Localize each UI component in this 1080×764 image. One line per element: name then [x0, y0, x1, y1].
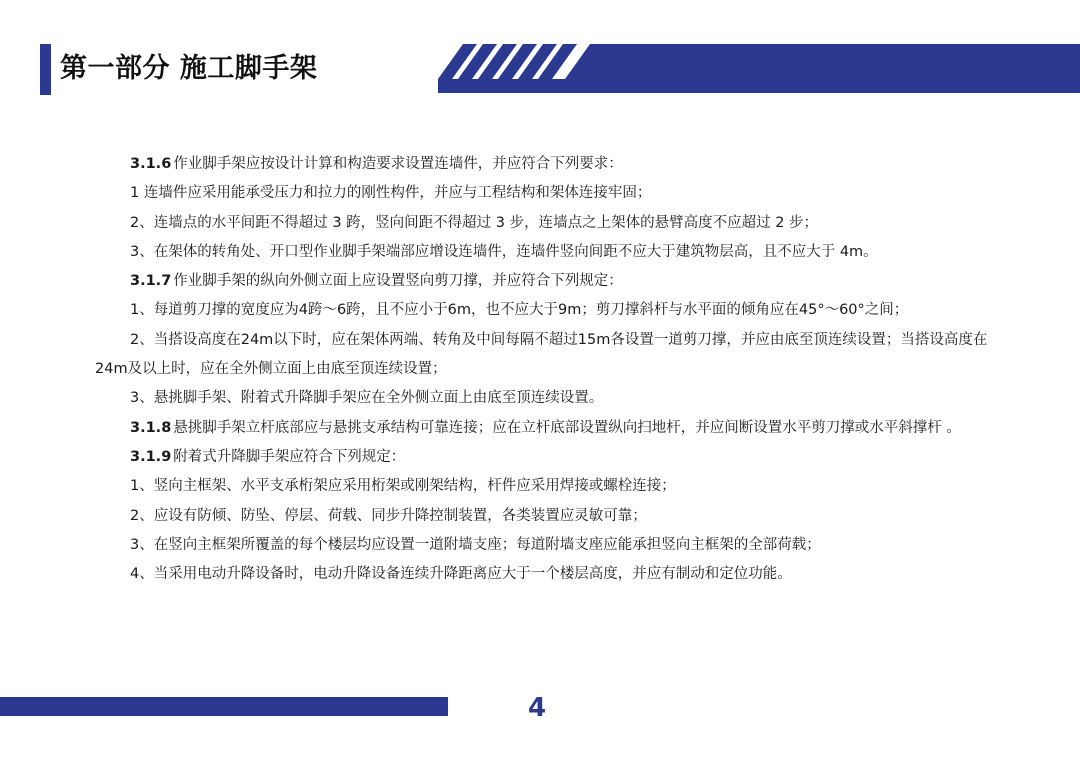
clause-3-1-6 — [95, 150, 1000, 179]
list-item-text: 3、悬挑脚手架、附着式升降脚手架应在全外侧立面上由底至顶连续设置。 — [130, 390, 604, 407]
list-item-text: 3、在竖向主框架所覆盖的每个楼层均应设置一道附墙支座；每道附墙支座应能承担竖向主框架的全部荷载； — [130, 536, 821, 553]
clause-3-1-8 — [95, 414, 1000, 443]
clause-3-1-7 — [95, 267, 1000, 296]
list-item-text: 4、当采用电动升降设备时，电动升降设备连续升降距离应大于一个楼层高度，并应有制动和定位功能。 — [130, 566, 792, 583]
header-stripe-decoration — [0, 0, 1080, 100]
clause-number: 3.1.8 — [130, 419, 172, 436]
list-item — [95, 502, 1000, 531]
footer-accent-bar — [0, 697, 448, 716]
header-underline — [438, 79, 1080, 93]
list-item — [95, 179, 1000, 208]
list-item-text: 1 连墙件应采用能承受压力和拉力的刚性构件，并应与工程结构和架体连接牢固； — [130, 185, 652, 202]
list-item — [95, 531, 1000, 560]
body-text — [95, 150, 1000, 589]
page-number: 4 — [528, 693, 547, 723]
list-item-text: 3、在架体的转角处、开口型作业脚手架端部应增设连墙件，连墙件竖向间距不应大于建筑物层高，且不应大于 4m。 — [130, 243, 878, 260]
list-item — [95, 238, 1000, 267]
clause-text: 作业脚手架的纵向外侧立面上应设置竖向剪刀撑，并应符合下列规定： — [173, 273, 623, 290]
list-item — [95, 209, 1000, 238]
clause-text: 悬挑脚手架立杆底部应与悬挑支承结构可靠连接；应在立杆底部设置纵向扫地杆，并应间断设置水平剪刀撑或水平斜撑杆 。 — [173, 419, 961, 436]
list-item-text: 1、竖向主框架、水平支承桁架应采用桁架或刚架结构，杆件应采用焊接或螺栓连接； — [130, 478, 676, 495]
list-item — [95, 560, 1000, 589]
list-item — [95, 384, 1000, 413]
clause-number: 3.1.6 — [130, 156, 172, 172]
list-item-text: 1、每道剪刀撑的宽度应为4跨～6跨，且不应小于6m，也不应大于9m；剪刀撑斜杆与水平面的倾角应在45°～60°之间； — [130, 302, 909, 319]
list-item-text: 2、应设有防倾、防坠、停层、荷载、同步升降控制装置，各类装置应灵敏可靠； — [130, 507, 647, 524]
clause-text: 附着式升降脚手架应符合下列规定： — [173, 448, 406, 465]
clause-text: 作业脚手架应按设计计算和构造要求设置连墙件，并应符合下列要求： — [173, 156, 623, 172]
list-item-text: 2、当搭设高度在24m以下时，应在架体两端、转角及中间每隔不超过15m各设置一道剪刀撑，并应由底至顶连续设置；当搭设高度在24m及以上时，应在全外侧立面上由底至顶连续设置； — [95, 331, 988, 378]
clause-3-1-9 — [95, 443, 1000, 472]
list-item-text: 2、连墙点的水平间距不得超过 3 跨，竖向间距不得超过 3 步，连墙点之上架体的悬臂高度不应超过 2 步； — [130, 214, 819, 231]
page-title: 第一部分 施工脚手架 — [60, 53, 318, 84]
list-item — [95, 326, 1000, 385]
list-item — [95, 472, 1000, 501]
clause-number: 3.1.9 — [130, 448, 172, 465]
header-band — [565, 44, 1080, 79]
clause-number: 3.1.7 — [130, 273, 172, 290]
list-item — [95, 296, 1000, 325]
